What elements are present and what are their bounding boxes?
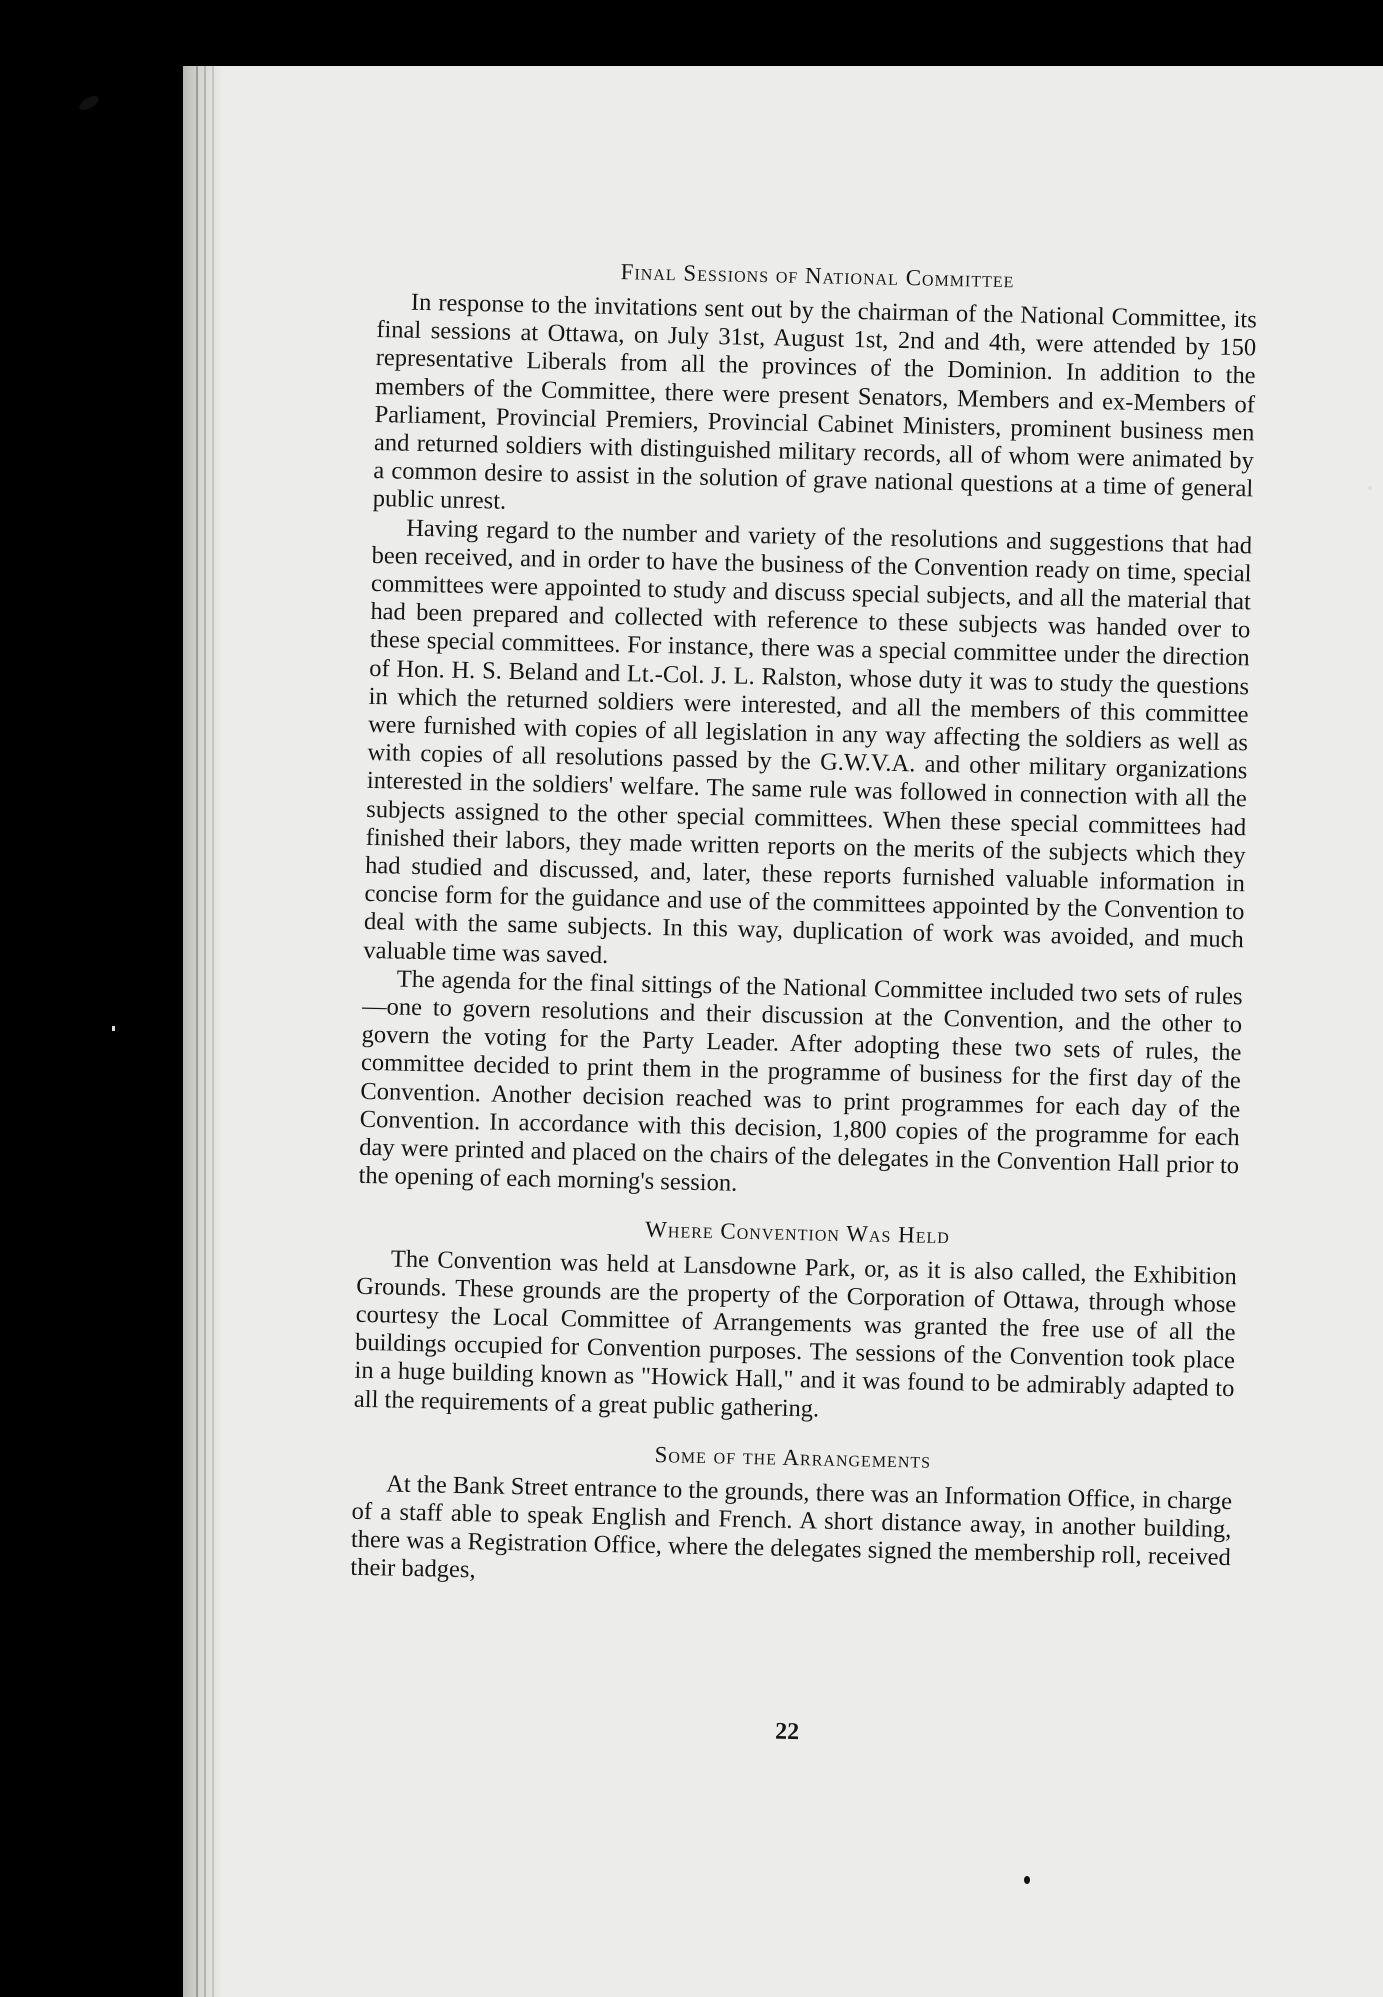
page-edge-line (204, 66, 206, 1997)
paragraph: Having regard to the number and variety of the resolutions and suggestions that had been received, and in order to have the business of the Convention ready on time, special committees were appointed to study and discuss special subjects, and all the material that had been prepared and collected with reference to these subjects was handed over to these special committees. For instance, there was a special committee under the direction of Hon. H. S. Beland and Lt.-Col. J. L. Ralston, whose duty it was to study the questions in which the returned soldiers were interested, and all the members of this committee were furnished with copies of all legislation in any way affecting the soldiers as well as with copies of all resolutions passed by the G.W.V.A. and other military organizations interested in the soldiers' welfare. The same rule was followed in connection with all the subjects assigned to the other special committees. When these special committees had finished their labors, they made written reports on the merits of the subjects which they had studied and discussed, and, later, these reports furnished valuable information in concise form for the guidance and use of the committees appointed by the Convention to deal with the same subjects. In this way, duplication of work was avoided, and much valuable time was saved. (363, 514, 1253, 969)
paragraph: In response to the invitations sent out by the chairman of the National Committee, its final sessions at Ottawa, on July 31st, August 1st, 2nd and 4th, were attended by 150 representative Liberals from all the provinces of the Dominion. In addition to the members of the Committee, there were present Senators, Members and ex-Members of Parliament, Provincial Premiers, Provincial Cabinet Ministers, prominent business men and returned soldiers with distinguished military records, all of whom were animated by a common desire to assist in the solution of grave national questions at a time of general public unrest. (372, 288, 1258, 516)
paragraph: The Convention was held at Lansdowne Park, or, as it is also called, the Exhibition Grounds. These grounds are the property of the Corporation of Ottawa, through whose courtesy the Local Committee of Arrangements was granted the free use of all the buildings occupied for Convention purposes. The sessions of the Convention took place in a huge building known as "Howick Hall," and it was found to be admirably adapted to all the requirements of a great public gathering. (353, 1244, 1238, 1423)
scan-artifact-mark (1368, 486, 1372, 490)
scan-artifact-mark (112, 1026, 115, 1031)
page-number: 22 (774, 1718, 800, 1746)
page-gutter-shadow (183, 66, 223, 1997)
section-heading: Some of the Arrangements (654, 1441, 932, 1473)
section-heading: Where Convention Was Held (644, 1216, 951, 1248)
scan-artifact-mark (77, 93, 101, 113)
section-heading: Final Sessions of National Committee (620, 259, 1015, 293)
page-edge-line (212, 66, 214, 1997)
scan-artifact-mark (1024, 1876, 1030, 1884)
page-edge-line (196, 66, 198, 1997)
paragraph: The agenda for the final sittings of the National Committee included two sets of rules—one to govern resolutions and their discussion at the Convention, and the other to govern the voting for the Party Leader. After adopting these two sets of rules, the committee decided to print them in the programme of business for the first day of the Convention. Another decision reached was to print programmes for each day of the Convention. In accordance with this decision, 1,800 copies of the programme for each day were printed and placed on the chairs of the delegates in the Convention Hall prior to the opening of each morning's session. (358, 965, 1243, 1198)
paragraph: At the Bank Street entrance to the grounds, there was an Information Office, in charge of a staff able to speak English and French. A short distance away, in another building, there was a Registration Office, where the delegates signed the membership roll, received their badges, (350, 1470, 1233, 1584)
page-text (350, 252, 1258, 1746)
